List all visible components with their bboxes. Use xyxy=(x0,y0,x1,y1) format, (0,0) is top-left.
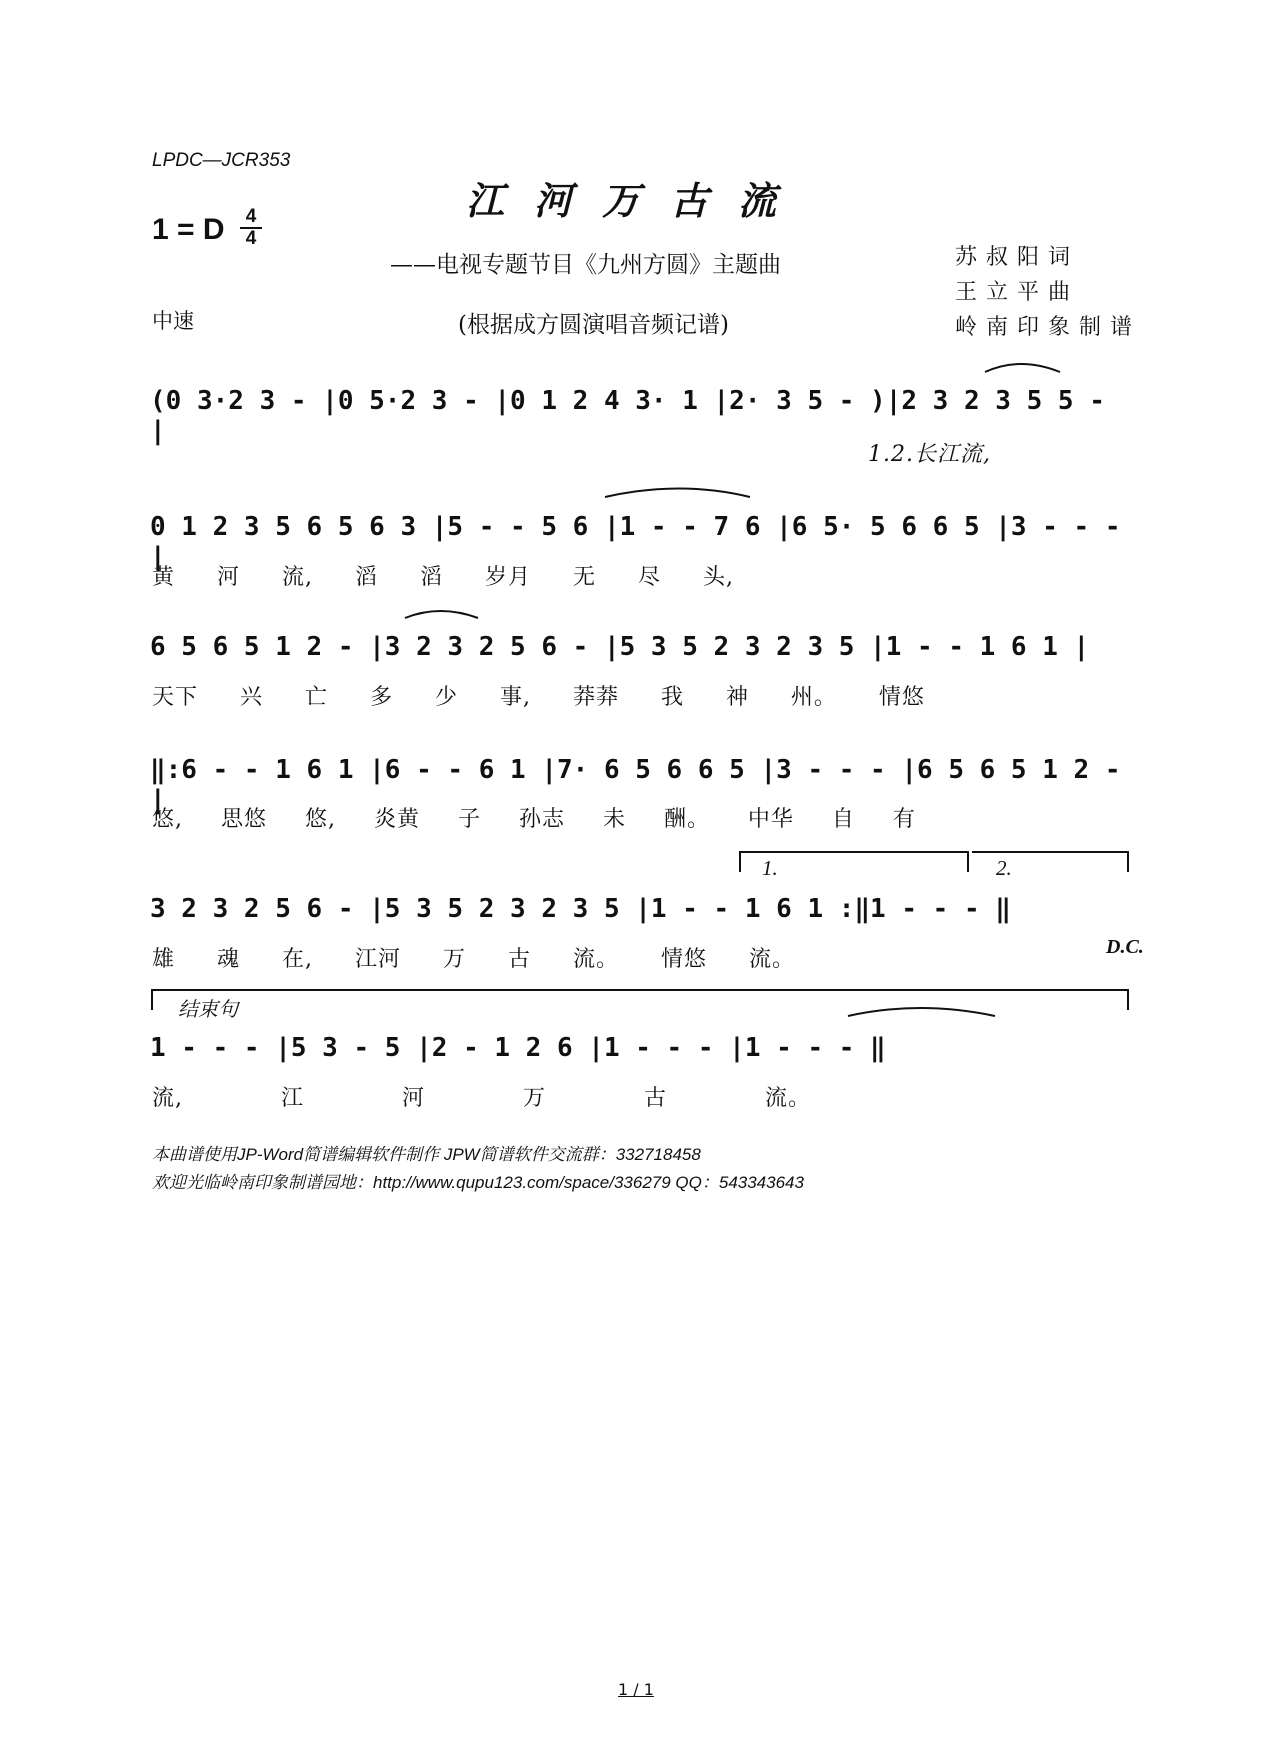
staff-line-2: 0 1 2 3 5 6 5 6 3 |5 - - 5 6 |1 - - 7 6 |6 5· 5 6 6 5 |3 - - - | xyxy=(150,512,1121,572)
score-code: LPDC—JCR353 xyxy=(152,150,291,171)
lyricist-credit: 苏叔阳词 xyxy=(955,245,1080,270)
volta-2-label: 2. xyxy=(996,856,1012,880)
lyric-line-6: 流, 江 河 万 古 流。 xyxy=(152,1086,811,1111)
song-title: 江河万古流 xyxy=(465,178,806,223)
time-signature-top: 4 xyxy=(245,206,257,227)
page-number: 1 / 1 xyxy=(618,1680,654,1699)
volta-1-label: 1. xyxy=(762,856,778,880)
footer-software-note: 本曲谱使用JP-Word简谱编辑软件制作 JPW简谱软件交流群：332718458 xyxy=(152,1145,701,1164)
slur-3 xyxy=(405,611,478,618)
staff-line-5: 3 2 3 2 5 6 - |5 3 5 2 3 2 3 5 |1 - - 1 6 1 :‖1 - - - ‖ xyxy=(150,894,1011,924)
volta-1-bracket xyxy=(740,852,968,872)
staff-line-4: ‖:6 - - 1 6 1 |6 - - 6 1 |7· 6 5 6 6 5 |3 - - - |6 5 6 5 1 2 - | xyxy=(150,755,1121,815)
ending-label: 结束句 xyxy=(178,997,238,1021)
slur-1 xyxy=(985,364,1060,372)
volta-2-bracket xyxy=(972,852,1128,872)
lyric-line-4: 悠, 思悠 悠, 炎黄 子 孙志 未 酬。 中华 自 有 xyxy=(152,807,916,832)
subtitle: ——电视专题节目《九州方圆》主题曲 xyxy=(390,252,781,278)
composer-credit: 王立平曲 xyxy=(955,280,1080,305)
time-signature-bottom: 4 xyxy=(245,228,257,249)
lyric-line-5: 雄 魂 在, 江河 万 古 流。 情悠 流。 xyxy=(152,947,795,972)
staff-line-6: 1 - - - |5 3 - 5 |2 - 1 2 6 |1 - - - |1 - - - ‖ xyxy=(150,1033,886,1063)
lyric-line-2: 黄 河 流, 滔 滔 岁月 无 尽 头, xyxy=(152,565,734,590)
slur-2 xyxy=(605,489,750,498)
lyric-line-1: 1.2.长江流, xyxy=(868,442,991,467)
transcription-note: (根据成方圆演唱音频记谱) xyxy=(458,312,729,338)
tempo-marking: 中速 xyxy=(152,309,194,333)
slur-4 xyxy=(848,1008,995,1016)
footer-website-note: 欢迎光临岭南印象制谱园地：http://www.qupu123.com/space/336279 QQ：543343643 xyxy=(152,1173,804,1192)
da-capo-marking: D.C. xyxy=(1106,936,1144,958)
lyric-line-3: 天下 兴 亡 多 少 事, 莽莽 我 神 州。 情悠 xyxy=(152,685,925,710)
staff-line-1: (0 3·2 3 - |0 5·2 3 - |0 1 2 4 3· 1 |2· 3 5 - )|2 3 2 3 5 5 - | xyxy=(150,386,1105,446)
staff-line-3: 6 5 6 5 1 2 - |3 2 3 2 5 6 - |5 3 5 2 3 2 3 5 |1 - - 1 6 1 | xyxy=(150,632,1090,662)
key-signature: 1 = D xyxy=(152,213,225,246)
ending-bracket xyxy=(152,990,1128,1010)
arranger-credit: 岭南印象制谱 xyxy=(955,315,1142,340)
